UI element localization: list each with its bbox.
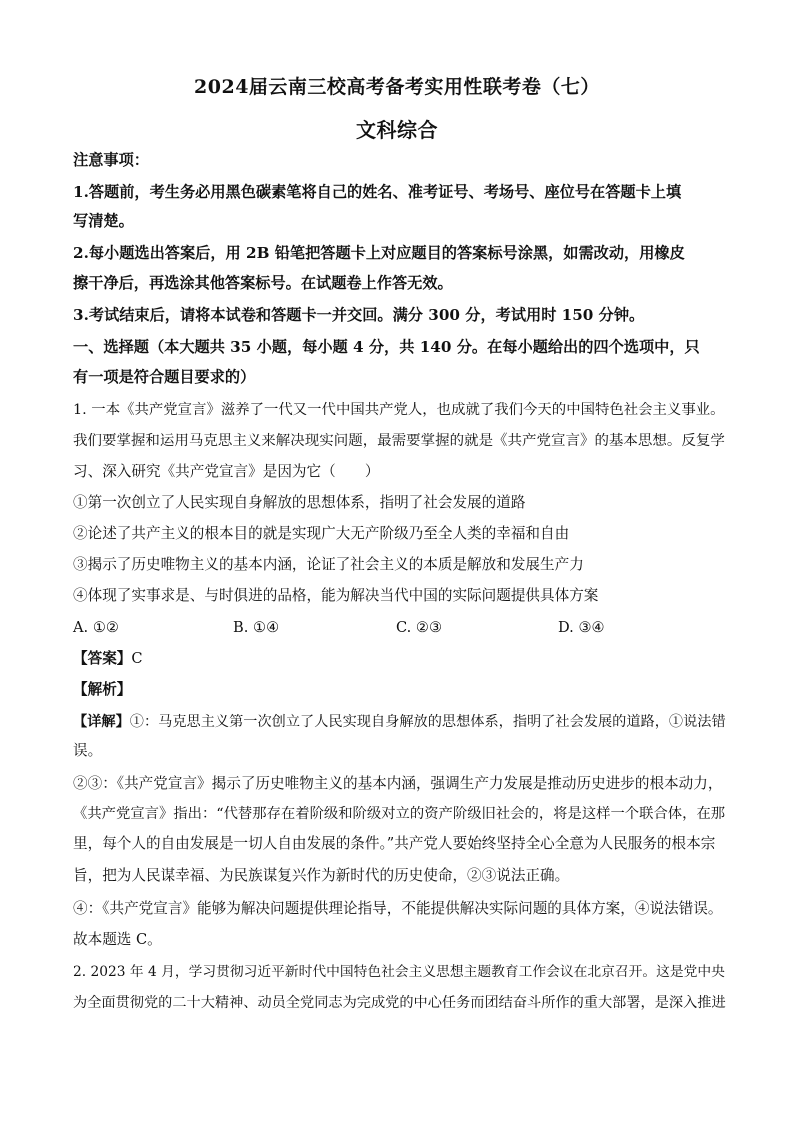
q1-option-a: A. ①② xyxy=(73,619,119,636)
q1-statement-1: ①第一次创立了人民实现自身解放的思想体系，指明了社会发展的道路 xyxy=(73,494,526,511)
notice-item-1-line-1: 1.答题前，考生务必用黑色碳素笔将自己的姓名、准考证号、考场号、座位号在答题卡上填 xyxy=(73,183,682,201)
q1-detail-line-4: 《共产党宣言》指出：“代替那存在着阶级和阶级对立的资产阶级旧社会的，将是这样一个联合体，在那 xyxy=(73,806,726,822)
q1-detail-line-7: ④：《共产党宣言》能够为解决问题提供理论指导，不能提供解决实际问题的具体方案，④说法错误。 xyxy=(73,900,723,917)
q1-options xyxy=(73,618,723,638)
q1-stem-line-1: 1. 一本《共产党宣言》滋养了一代又一代中国共产党人，也成就了我们今天的中国特色社会主义事业。 xyxy=(73,402,725,418)
q1-conclusion: 故本题选 C。 xyxy=(73,931,162,948)
notice-item-1-line-2: 写清楚。 xyxy=(73,212,134,230)
notice-item-3: 3.考试结束后，请将本试卷和答题卡一并交回。满分 300 分，考试用时 150 分钟。 xyxy=(73,306,645,324)
answer-label: 【答案】 xyxy=(73,650,132,667)
q1-stem-line-2: 我们要掌握和运用马克思主义来解决现实问题，最需要掌握的就是《共产党宣言》的基本思想。反复学 xyxy=(73,433,725,449)
q1-statement-4: ④体现了实事求是、与时俱进的品格，能为解决当代中国的实际问题提供具体方案 xyxy=(73,587,599,604)
notice-heading: 注意事项： xyxy=(73,151,149,169)
section-heading-line-1: 一、选择题（本大题共 35 小题，每小题 4 分，共 140 分。在每小题给出的四个选项中，只 xyxy=(73,338,700,356)
q1-detail-line-6: 旨，把为人民谋幸福、为民族谋复兴作为新时代的历史使命，②③说法正确。 xyxy=(73,867,570,884)
q1-stem-line-3: 习、深入研究《共产党宣言》是因为它（ ） xyxy=(73,463,380,480)
detail-text: ①：马克思主义第一次创立了人民实现自身解放的思想体系，指明了社会发展的道路，①说法错 xyxy=(129,714,726,730)
exam-title: 2024届云南三校高考备考实用性联考卷（七） xyxy=(194,76,600,98)
q1-statement-3: ③揭示了历史唯物主义的基本内涵，论证了社会主义的本质是解放和发展生产力 xyxy=(73,556,584,573)
notice-item-2-line-2: 擦干净后，再选涂其他答案标号。在试题卷上作答无效。 xyxy=(73,274,453,292)
q1-analysis-heading xyxy=(73,680,723,700)
answer-value: C xyxy=(131,650,143,667)
notice-item-2-line-1: 2.每小题选出答案后，用 2B 铅笔把答题卡上对应题目的答案标号涂黑，如需改动，用橡皮 xyxy=(73,244,685,262)
section-heading-line-2: 有一项是符合题目要求的） xyxy=(73,368,256,386)
q1-detail-line-5: 里，每个人的自由发展是一切人自由发展的条件。”共产党人要始终坚持全心全意为人民服务的根本宗 xyxy=(73,835,716,852)
q1-detail-line-3: ②③：《共产党宣言》揭示了历史唯物主义的基本内涵，强调生产力发展是推动历史进步的根本动力， xyxy=(73,775,723,792)
exam-subject: 文科综合 xyxy=(356,118,438,142)
q2-stem-line-2: 为全面贯彻党的二十大精神、动员全党同志为完成党的中心任务而团结奋斗所作的重大部署，是深入推进 xyxy=(73,995,726,1011)
q1-detail-line-1 xyxy=(73,712,726,732)
q2-stem-line-1: 2. 2023 年 4 月，学习贯彻习近平新时代中国特色社会主义思想主题教育工作会议在北京召开。这是党中央 xyxy=(73,964,725,980)
q1-statement-2: ②论述了共产主义的根本目的就是实现广大无产阶级乃至全人类的幸福和自由 xyxy=(73,525,570,542)
q1-option-d: D. ③④ xyxy=(558,619,605,636)
analysis-label: 【解析】 xyxy=(73,681,132,698)
q1-detail-line-2: 误。 xyxy=(73,742,103,759)
q1-answer xyxy=(73,649,723,669)
q1-option-c: C. ②③ xyxy=(396,619,443,636)
detail-label: 【详解】 xyxy=(73,714,130,730)
q1-option-b: B. ①④ xyxy=(233,619,280,636)
